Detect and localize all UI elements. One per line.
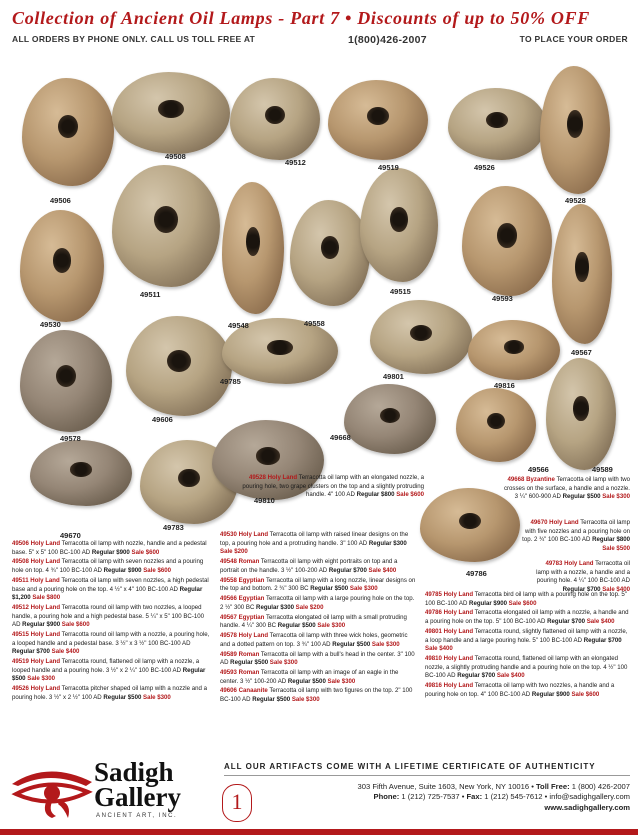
lot-label: 49578 (60, 434, 81, 443)
lot-label: 49528 (565, 196, 586, 205)
lamp-image-49508 (112, 72, 230, 154)
lot-label: 49593 (492, 294, 513, 303)
item-sale-price: Sale $300 (600, 493, 630, 501)
banner-left-text: ALL ORDERS BY PHONE ONLY. CALL US TOLL FREE AT (12, 34, 256, 44)
lamp-image-49566 (456, 388, 536, 462)
lamp-image-49593 (462, 186, 552, 296)
lamp-image-49567 (552, 204, 612, 344)
lamp-image-49668 (344, 384, 436, 454)
description-item: 49816 Holy Land Terracotta oil lamp with two nozzles, a handle and a pouring hole on top. 4" 100 BC-100 AD Regular $900 Sale $600 (425, 682, 615, 698)
fax-and-email[interactable]: 1 (212) 545-7612 • info@sadighgallery.com (484, 792, 630, 802)
lot-label: 49668 (330, 433, 351, 442)
contact-block: 303 Fifth Avenue, Suite 1603, New York, NY 10016 • Toll Free: 1 (800) 426-2007 Phone: 1 (212) 725-7537 • Fax: 1 (212) 545-7612 • info@sadighgallery.com www.sadighgallery.com (357, 782, 630, 812)
lot-label: 49526 (474, 163, 495, 172)
page-title: Collection of Ancient Oil Lamps - Part 7 • Discounts of up to 50% OFF (12, 8, 590, 28)
office-phone[interactable]: 1 (212) 725-7537 • (401, 792, 465, 802)
item-title: 49783 Holy Land (545, 560, 594, 567)
item-text: Terracotta oil lamp with two crosses on the surface, a handle and a nozzle. 3 ¼" 600-900 AD (503, 476, 630, 501)
description-49670 (520, 519, 630, 553)
lot-label: 49566 (528, 465, 549, 474)
lamp-image-49526 (448, 88, 546, 160)
description-item: 49567 Egyptian Terracotta elongated oil lamp with a small protruding handle. 4 ¼" 300 BC Regular $500 Sale $300 (220, 613, 407, 630)
lot-label: 49511 (140, 290, 161, 299)
description-item: 49589 Roman Terracotta oil lamp with a bull's head in the center. 3" 100 AD Regular $500 Sale $300 (220, 650, 415, 667)
lamp-image-49589 (546, 358, 616, 470)
lamp-image-49558 (290, 200, 370, 306)
lot-label: 49810 (254, 496, 275, 505)
item-text: Terracotta oil lamp with a nozzle, a handle and a pouring hole. 4 ¼" 100 BC-100 AD (536, 560, 630, 585)
lot-label: 49606 (152, 415, 173, 424)
lot-label: 49530 (40, 320, 61, 329)
lot-label: 49801 (383, 372, 404, 381)
page-number: 1 (222, 784, 252, 822)
sadigh-gallery-logo (8, 758, 208, 828)
lot-label: 49512 (285, 158, 306, 167)
lamp-image-49816 (468, 320, 560, 380)
lamp-image-49801 (370, 300, 472, 374)
lamp-image-49528 (540, 66, 610, 194)
description-item: 49530 Holy Land Terracotta oil lamp with raised linear designs on the top, a pouring hole and a protruding handle. 3" 100 AD Regular $300 Sale $200 (220, 531, 409, 556)
lot-label: 49567 (571, 348, 592, 357)
lamp-image-49578 (20, 330, 112, 432)
brand-subtitle: ANCIENT ART, INC. (96, 813, 178, 819)
item-title: 49670 Holy Land (530, 519, 579, 526)
lot-label: 49506 (50, 196, 71, 205)
item-text: Terracotta oil lamp with an elongated nozzle, a pouring hole, two grape clusters on the top and a slightly protruding handle. 4" 100 AD (242, 474, 424, 499)
description-item: 49566 Egyptian Terracotta oil lamp with a large pouring hole on the top. 2 ½" 300 BC Regular $300 Sale $200 (220, 595, 415, 611)
lamp-image-49506 (22, 78, 114, 186)
footer-accent-bar (0, 829, 638, 835)
order-phone-banner (12, 34, 628, 46)
lot-label: 49508 (165, 152, 186, 161)
lamp-image-49670 (30, 440, 132, 506)
item-sale-price: Sale $400 (600, 585, 630, 593)
lot-label: 49558 (304, 319, 325, 328)
lot-label: 49816 (494, 381, 515, 390)
item-price: Regular $500 (562, 493, 601, 501)
banner-right-text: TO PLACE YOUR ORDER (519, 34, 628, 44)
description-49528 (234, 474, 424, 500)
lot-label: 49785 (220, 377, 241, 386)
description-item: 49593 Roman Terracotta oil lamp with an image of an eagle in the center. 3 ½" 100-200 AD Regular $500 Sale $300 (220, 668, 399, 685)
item-price: Regular $700 (562, 585, 601, 593)
item-text: Terracotta oil lamp with five nozzles and a pouring hole on top. 2 ¾" 100 BC-100 AD (522, 519, 630, 544)
description-item: 49786 Holy Land Terracotta elongated oil lamp with a nozzle, a handle and a pouring hole on the top. 5" 100 BC-100 AD Regular $700 Sale $400 (425, 609, 629, 626)
lamp-image-49512 (230, 78, 320, 160)
street-address: 303 Fifth Avenue, Suite 1603, New York, NY 10016 • (357, 782, 534, 791)
lot-label: 49670 (60, 531, 81, 540)
description-item: 49506 Holy Land Terracotta oil lamp with nozzle, handle and a pedestal base. 5" x 5" 100 BC-100 AD Regular $900 Sale $600 (12, 540, 207, 556)
description-item: 49511 Holy Land Terracotta oil lamp with seven nozzles, a high pedestal base and a pouring hole on the top. 4 ½" x 4" 100 BC-100 AD Regular $1,200 Sale $800 (12, 576, 209, 602)
lamp-image-49530 (20, 210, 104, 322)
toll-free-number[interactable]: 1(800)426-2007 (347, 34, 427, 46)
description-item: 49578 Holy Land Terracotta oil lamp with three wick holes, geometric and a dotted pattern on top. 3 ¾" 100 AD Regular $500 Sale $300 (220, 632, 408, 648)
description-column-2 (220, 531, 418, 706)
description-item: 49801 Holy Land Terracotta round, slightly flattened oil lamp with a nozzle, a loop handle and a large pouring hole. 5" 100 BC-100 AD Regular $700 Sale $400 (425, 627, 628, 653)
description-column-1 (12, 540, 212, 704)
description-49783 (536, 560, 630, 594)
authenticity-statement: ALL OUR ARTIFACTS COME WITH A LIFETIME CERTIFICATE OF AUTHENTICITY (224, 762, 596, 771)
item-price: Regular $800 (592, 536, 630, 544)
description-column-3 (425, 591, 630, 701)
description-item: 49508 Holy Land Terracotta oil lamp with seven nozzles and a pouring hole on top. 4 ¾" 100 BC-100 AD Regular $900 Sale $600 (12, 558, 204, 575)
brand-name: Sadigh Gallery (94, 757, 181, 812)
description-item: 49606 Canaanite Terracotta oil lamp with two figures on the top. 2" 100 BC-100 AD Regular $500 Sale $300 (220, 687, 413, 704)
description-item: 49810 Holy Land Terracotta round, flattened oil lamp with an elongated nozzle, a slightly protruding handle and a pouring hole on the top. 4 ½" 100 BC-100 AD Regular $700 Sale $400 (425, 655, 628, 680)
lamp-image-49606 (126, 316, 232, 416)
lamp-image-49511 (112, 165, 220, 287)
item-title: 49668 Byzantine (507, 476, 555, 483)
description-item: 49526 Holy Land Terracotta pitcher shaped oil lamp with a nozzle and a pouring hole. 3 ½" x 2 ½" 100 AD Regular $500 Sale $300 (12, 685, 207, 701)
item-title: 49528 Holy Land (248, 474, 298, 481)
eye-of-horus-icon (8, 764, 96, 820)
lamp-image-49515 (360, 168, 438, 282)
description-item: 49515 Holy Land Terracotta round oil lamp with a nozzle, a pouring hole, a looped handle and a pedestal base. 3 ½" x 3 ½" 100 BC-100 AD Regular $700 Sale $400 (12, 631, 210, 656)
lot-label: 49783 (163, 523, 184, 532)
item-price: Regular $800 (356, 491, 395, 499)
lot-label: 49515 (390, 287, 411, 296)
divider (224, 775, 630, 776)
description-item: 49512 Holy Land Terracotta round oil lamp with two nozzles, a looped handle, a pouring hole and a high pedestal base. 5 ¼" x 5" 100 BC-100 AD Regular $900 Sale $600 (12, 604, 205, 629)
website-link[interactable]: www.sadighgallery.com (544, 802, 630, 812)
lot-label: 49589 (592, 465, 613, 474)
lot-label: 49786 (466, 569, 487, 578)
item-sale-price: Sale $600 (394, 491, 424, 499)
lamp-image-49519 (328, 80, 428, 160)
description-item: 49548 Roman Terracotta oil lamp with eight portraits on top and a portrait on the handle. 3 ½" 100-200 AD Regular $700 Sale $400 (220, 558, 398, 574)
description-item: 49558 Egyptian Terracotta oil lamp with a long nozzle, linear designs on the top and bottom. 2 ¾" 300 BC Regular $500 Sale $300 (220, 576, 416, 593)
lot-label: 49548 (228, 321, 249, 330)
lot-label: 49519 (378, 163, 399, 172)
description-item: 49785 Holy Land Terracotta bird oil lamp with a pouring hole on the top. 5" 100 BC-100 AD Regular $900 Sale $600 (425, 591, 627, 607)
toll-free-phone[interactable]: 1 (800) 426-2007 (571, 782, 630, 791)
item-sale-price: Sale $500 (602, 544, 630, 552)
lamp-image-49548 (222, 182, 284, 314)
description-item: 49519 Holy Land Terracotta round, flattened oil lamp with a nozzle, a looped handle and a pouring hole. 3 ½" x 2 ¼" 100 BC-100 AD Regular $500 Sale $300 (12, 658, 206, 683)
description-49668 (500, 476, 630, 502)
